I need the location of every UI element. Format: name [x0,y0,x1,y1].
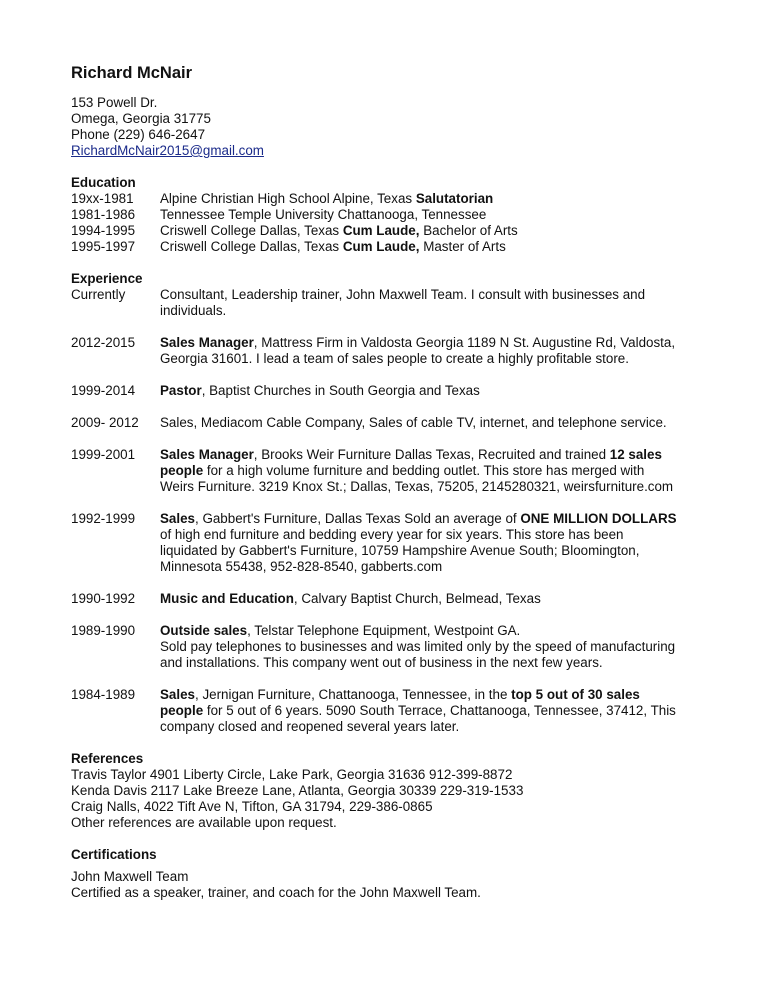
spacer [71,575,711,591]
entry-date: 1984-1989 [71,687,136,702]
entry-description [160,447,711,495]
experience-list [71,287,711,751]
text: , Mattress Firm in Valdosta Georgia 1189 N St. Augustine Rd, Valdosta, [253,335,676,350]
entry-line [160,303,711,319]
text: for 5 out of 6 years. 5090 South Terrace, Chattanooga, Tennessee, 37412, This [203,703,676,718]
references-heading: References [71,751,144,766]
entry-description [160,207,711,223]
text: , Gabbert's Furniture, Dallas Texas Sold an average of [195,511,521,526]
text: Tennessee Temple University Chattanooga, Tennessee [160,207,487,222]
entry-row [71,287,711,319]
text: Sold pay telephones to businesses and was limited only by the speed of manufacturing [160,639,676,654]
spacer [71,495,711,511]
spacer [71,367,711,383]
email-link[interactable]: RichardMcNair2015@gmail.com [71,143,264,158]
entry-row [71,447,711,495]
bold-text: Salutatorian [415,191,494,206]
text: , Jernigan Furniture, Chattanooga, Tennessee, in the [195,687,512,702]
entry-row [71,383,711,399]
bold-text: Pastor [160,383,202,398]
reference-item: Other references are available upon request. [71,815,337,830]
text: Sales, Mediacom Cable Company, Sales of cable TV, internet, and telephone service. [160,415,667,430]
spacer [71,735,711,751]
entry-date: 1992-1999 [71,511,136,526]
entry-line [160,383,711,399]
entry-description [160,287,711,319]
entry-line [160,239,711,255]
text: , Telstar Telephone Equipment, Westpoint GA. [247,623,521,638]
entry-line [160,703,711,719]
entry-date: 1994-1995 [71,223,136,238]
entry-line [160,511,711,527]
entry-date: 1999-2014 [71,383,136,398]
entry-date: 1981-1986 [71,207,136,222]
text: for a high volume furniture and bedding outlet. This store has merged with [203,463,645,478]
spacer [71,431,711,447]
entry-date: Currently [71,287,126,302]
resume-page [71,62,711,901]
text: of high end furniture and bedding every year for six years. This store has been [160,527,624,542]
spacer [71,399,711,415]
entry-description [160,239,711,255]
phone: Phone (229) 646-2647 [71,127,206,142]
entry-description [160,415,711,431]
entry-row [71,207,711,223]
text: and installations. This company went out of business in the next few years. [160,655,603,670]
certification-item: Certified as a speaker, trainer, and coach for the John Maxwell Team. [71,885,481,900]
text: , Baptist Churches in South Georgia and Texas [201,383,480,398]
certification-item: John Maxwell Team [71,869,189,884]
experience-heading: Experience [71,271,143,286]
entry-row [71,511,711,575]
entry-line [160,559,711,575]
entry-line [160,463,711,479]
entry-line [160,207,711,223]
bold-text: Sales Manager [160,335,254,350]
entry-description [160,335,711,367]
entry-line [160,543,711,559]
text: Criswell College Dallas, Texas [160,239,343,254]
entry-date: 1999-2001 [71,447,136,462]
entry-description [160,383,711,399]
entry-line [160,655,711,671]
bold-text: 12 sales [609,447,662,462]
entry-line [160,527,711,543]
entry-line [160,623,711,639]
text: , Brooks Weir Furniture Dallas Texas, Recruited and trained [253,447,610,462]
spacer [71,319,711,335]
bold-text: people [160,463,204,478]
entry-line [160,591,711,607]
entry-row [71,623,711,671]
text: liquidated by Gabbert's Furniture, 10759 Hampshire Avenue South; Bloomington, [160,543,640,558]
entry-line [160,639,711,655]
entry-row [71,687,711,735]
entry-row [71,415,711,431]
entry-line [160,447,711,463]
entry-date: 19xx-1981 [71,191,134,206]
address-line-1: 153 Powell Dr. [71,95,158,110]
bold-text: top 5 out of 30 sales [511,687,640,702]
reference-item: Craig Nalls, 4022 Tift Ave N, Tifton, GA 31794, 229-386-0865 [71,799,433,814]
entry-line [160,351,711,367]
reference-item: Travis Taylor 4901 Liberty Circle, Lake Park, Georgia 31636 912-399-8872 [71,767,513,782]
spacer [71,607,711,623]
bold-text: Music and Education [160,591,294,606]
entry-description [160,687,711,735]
entry-description [160,623,711,671]
entry-row [71,335,711,367]
entry-date: 2009- 2012 [71,415,139,430]
text: Minnesota 55438, 952-828-8540, gabberts.com [160,559,443,574]
entry-row [71,591,711,607]
entry-line [160,719,711,735]
entry-description [160,223,711,239]
text: Master of Arts [419,239,506,254]
certifications-heading: Certifications [71,847,157,862]
entry-date: 2012-2015 [71,335,136,350]
reference-item: Kenda Davis 2117 Lake Breeze Lane, Atlanta, Georgia 30339 229-319-1533 [71,783,524,798]
entry-row [71,191,711,207]
entry-line [160,191,711,207]
entry-line [160,479,711,495]
text: Bachelor of Arts [419,223,518,238]
references-list [71,767,711,831]
bold-text: Cum Laude, [342,239,420,254]
certifications-list [71,869,711,901]
education-list [71,191,711,255]
entry-line [160,223,711,239]
text: , Calvary Baptist Church, Belmead, Texas [293,591,541,606]
spacer [71,671,711,687]
entry-row [71,239,711,255]
text: Criswell College Dallas, Texas [160,223,343,238]
text: individuals. [160,303,227,318]
address-line-2: Omega, Georgia 31775 [71,111,211,126]
text: Georgia 31601. I lead a team of sales people to create a highly profitable store. [160,351,629,366]
resume-name: Richard McNair [71,64,193,82]
bold-text: Sales [160,511,195,526]
text: Consultant, Leadership trainer, John Maxwell Team. I consult with businesses and [160,287,646,302]
entry-line [160,687,711,703]
entry-line [160,335,711,351]
text: Alpine Christian High School Alpine, Texas [160,191,416,206]
entry-description [160,511,711,575]
entry-date: 1989-1990 [71,623,136,638]
entry-line [160,415,711,431]
bold-text: ONE MILLION DOLLARS [520,511,677,526]
entry-row [71,223,711,239]
education-heading: Education [71,175,136,190]
bold-text: Cum Laude, [342,223,420,238]
text: Weirs Furniture. 3219 Knox St.; Dallas, Texas, 75205, 2145280321, weirsfurniture.com [160,479,674,494]
entry-date: 1995-1997 [71,239,136,254]
bold-text: Sales [160,687,195,702]
bold-text: Sales Manager [160,447,254,462]
entry-description [160,591,711,607]
entry-description [160,191,711,207]
bold-text: people [160,703,204,718]
entry-line [160,287,711,303]
entry-date: 1990-1992 [71,591,136,606]
bold-text: Outside sales [160,623,248,638]
text: company closed and reopened several years later. [160,719,460,734]
